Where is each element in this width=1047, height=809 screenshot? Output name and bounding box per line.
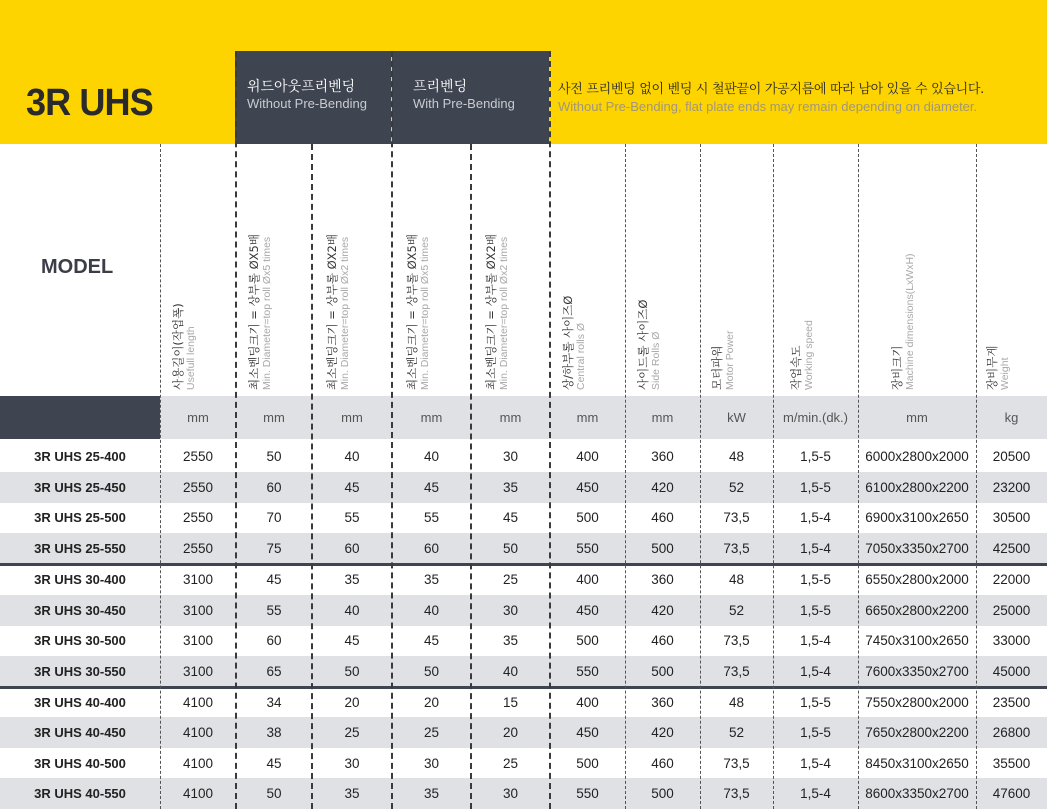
table-cell: 7050x3350x2700 (865, 540, 969, 556)
model-name-cell: 3R UHS 25-550 (34, 540, 126, 556)
table-row (0, 717, 1047, 748)
table-cell: 2550 (182, 479, 214, 495)
table-cell: 6100x2800x2200 (865, 479, 969, 495)
column-header-en: Usefull length (185, 326, 197, 390)
column-divider (976, 144, 977, 809)
model-name-cell: 3R UHS 30-500 (34, 632, 126, 648)
table-cell: 52 (728, 724, 745, 740)
column-divider (470, 144, 472, 809)
table-cell: 500 (651, 663, 674, 679)
group-separator (0, 686, 1047, 689)
unit-cell: mm (651, 410, 674, 425)
table-cell: 45 (423, 479, 440, 495)
table-cell: 48 (728, 694, 745, 710)
table-cell: 460 (651, 509, 674, 525)
table-cell: 73,5 (723, 663, 750, 679)
model-name-cell: 3R UHS 40-550 (34, 785, 126, 801)
column-header-ko: 최소벤딩크기 = 상부롤 ØX2배 (325, 234, 339, 390)
table-cell: 2550 (182, 509, 214, 525)
note-ko: 사전 프리벤딩 없이 벤딩 시 철판끝이 가공지름에 따라 남아 있을 수 있습니다. (558, 82, 984, 97)
page-title: 3R UHS (26, 82, 153, 124)
table-cell: 35 (344, 571, 360, 587)
table-cell: 1,5-5 (800, 571, 831, 587)
table-cell: 34 (266, 694, 282, 710)
model-name-cell: 3R UHS 30-450 (34, 602, 126, 618)
table-cell: 30 (502, 448, 519, 464)
column-divider (625, 144, 626, 809)
table-cell: 73,5 (723, 509, 750, 525)
column-header-en: Side Rolls Ø (649, 331, 662, 390)
table-cell: 60 (266, 479, 282, 495)
table-cell: 550 (576, 663, 599, 679)
table-cell: 25 (344, 724, 360, 740)
unit-cell: mm (420, 410, 443, 425)
column-divider (858, 144, 859, 809)
column-header-en: Min. Diameter=top roll Øx2 times (497, 236, 510, 390)
column-header-ko: 장비크기 (890, 345, 904, 390)
table-cell: 25 (423, 724, 440, 740)
table-cell: 35 (423, 571, 440, 587)
table-cell: 45 (502, 509, 519, 525)
table-row (0, 502, 1047, 533)
table-cell: 48 (728, 448, 745, 464)
table-cell: 420 (651, 479, 674, 495)
table-cell: 45 (266, 755, 282, 771)
column-header-en: Machine dimensions(LxWxH) (904, 253, 916, 390)
table-cell: 550 (576, 540, 599, 556)
column-header-ko: 최소벤딩크기 = 상부롤 ØX5배 (404, 234, 419, 390)
unit-cell: mm (576, 410, 599, 425)
unit-cell: mm (906, 410, 928, 425)
model-header: MODEL (41, 256, 114, 278)
table-cell: 1,5-5 (800, 724, 831, 740)
table-cell: 15 (502, 694, 519, 710)
table-cell: 25 (502, 571, 519, 587)
table-cell: 73,5 (723, 785, 750, 801)
table-cell: 7600x3350x2700 (865, 663, 969, 679)
table-cell: 45 (344, 479, 360, 495)
table-cell: 3100 (182, 571, 214, 587)
column-header-ko: 장비무게 (984, 345, 999, 390)
table-cell: 73,5 (723, 632, 750, 648)
table-cell: 22000 (992, 571, 1031, 587)
group-without-prebending (235, 51, 391, 144)
table-cell: 7450x3100x2650 (865, 632, 969, 648)
group-label-ko: 프리벤딩 (413, 79, 468, 95)
table-cell: 25 (502, 755, 519, 771)
column-header (700, 150, 773, 390)
table-cell: 73,5 (723, 755, 750, 771)
column-header-ko: 사이드롤 사이즈Ø (635, 299, 650, 390)
table-cell: 4100 (182, 755, 214, 771)
model-name-cell: 3R UHS 40-450 (34, 724, 126, 740)
table-cell: 6650x2800x2200 (865, 602, 969, 618)
table-cell: 35 (423, 785, 440, 801)
table-cell: 33000 (992, 632, 1031, 648)
table-cell: 6000x2800x2000 (865, 448, 969, 464)
table-cell: 50 (266, 448, 282, 464)
table-cell: 23200 (992, 479, 1031, 495)
table-cell: 4100 (182, 724, 214, 740)
table-row (0, 778, 1047, 809)
table-cell: 4100 (182, 785, 214, 801)
unit-cell: mm (499, 410, 522, 425)
table-cell: 40 (423, 602, 440, 618)
table-cell: 50 (502, 540, 519, 556)
group-separator (0, 563, 1047, 566)
group-label-ko: 위드아웃프리벤딩 (247, 79, 356, 95)
table-cell: 1,5-5 (800, 602, 831, 618)
table-cell: 1,5-4 (800, 509, 831, 525)
table-cell: 20 (502, 724, 519, 740)
table-cell: 30 (423, 755, 440, 771)
table-row (0, 564, 1047, 595)
table-cell: 1,5-5 (800, 448, 831, 464)
column-header (625, 150, 700, 390)
table-cell: 38 (266, 724, 282, 740)
table-cell: 45 (344, 632, 360, 648)
column-header (160, 150, 236, 390)
column-header-en: Min. Diameter=top roll Øx5 times (261, 236, 273, 390)
table-cell: 45 (423, 632, 440, 648)
column-divider (700, 144, 701, 809)
column-divider (773, 144, 774, 809)
table-cell: 30 (502, 785, 519, 801)
table-cell: 1,5-4 (800, 755, 831, 771)
table-cell: 40 (502, 663, 519, 679)
table-cell: 460 (651, 632, 674, 648)
table-cell: 45 (266, 571, 282, 587)
table-cell: 1,5-4 (800, 540, 831, 556)
table-cell: 4100 (182, 694, 214, 710)
column-header (976, 150, 1047, 390)
table-cell: 2550 (182, 448, 214, 464)
table-cell: 500 (651, 540, 674, 556)
column-header-ko: 작업속도 (788, 345, 803, 390)
table-cell: 30 (344, 755, 360, 771)
table-cell: 7550x2800x2000 (865, 694, 969, 710)
column-header-ko: 사용길이(작업폭) (171, 303, 185, 390)
table-cell: 3100 (182, 632, 214, 648)
column-header-en: Min. Diameter=top roll Øx2 times (339, 236, 351, 390)
column-header-en: Weight (998, 357, 1011, 390)
model-name-cell: 3R UHS 30-550 (34, 663, 126, 679)
table-cell: 60 (344, 540, 360, 556)
table-cell: 8600x3350x2700 (865, 785, 969, 801)
column-divider (549, 51, 551, 809)
table-cell: 400 (576, 694, 599, 710)
table-cell: 50 (423, 663, 440, 679)
column-header (312, 150, 392, 390)
table-row (0, 472, 1047, 503)
model-name-cell: 3R UHS 30-400 (34, 571, 126, 587)
column-header (773, 150, 858, 390)
table-cell: 3100 (182, 602, 214, 618)
unit-row-model-cell (0, 396, 160, 439)
column-header-en: Central rolls Ø (574, 322, 587, 390)
table-cell: 460 (651, 755, 674, 771)
unit-cell: m/min.(dk.) (783, 410, 848, 425)
table-cell: 75 (266, 540, 282, 556)
model-name-cell: 3R UHS 25-500 (34, 509, 126, 525)
column-header (392, 150, 471, 390)
column-header (858, 150, 976, 390)
table-cell: 55 (344, 509, 360, 525)
table-cell: 1,5-4 (800, 663, 831, 679)
table-cell: 500 (576, 755, 599, 771)
table-cell: 52 (728, 479, 745, 495)
column-divider (235, 51, 237, 809)
table-row (0, 625, 1047, 656)
table-cell: 45000 (992, 663, 1031, 679)
unit-cell: kg (1004, 410, 1019, 425)
table-cell: 30 (502, 602, 519, 618)
column-divider (311, 144, 313, 809)
unit-cell: mm (187, 410, 209, 425)
column-header-ko: 상/하부롤 사이즈Ø (560, 295, 575, 390)
table-row (0, 595, 1047, 626)
table-cell: 420 (651, 724, 674, 740)
table-cell: 35 (344, 785, 360, 801)
table-cell: 450 (576, 724, 599, 740)
table-cell: 35 (502, 479, 519, 495)
table-row (0, 533, 1047, 564)
table-cell: 40 (423, 448, 440, 464)
table-cell: 360 (651, 448, 674, 464)
table-cell: 55 (266, 602, 282, 618)
table-row (0, 656, 1047, 687)
model-name-cell: 3R UHS 40-400 (34, 694, 126, 710)
table-cell: 60 (423, 540, 440, 556)
table-cell: 50 (344, 663, 360, 679)
table-cell: 6900x3100x2650 (865, 509, 969, 525)
column-header-ko: 모터파워 (709, 345, 724, 390)
table-cell: 6550x2800x2000 (865, 571, 969, 587)
table-cell: 1,5-5 (800, 694, 831, 710)
note-en: Without Pre-Bending, flat plate ends may remain depending on diameter. (558, 99, 978, 114)
column-header-ko: 최소벤딩크기 = 상부롤 ØX5배 (247, 234, 261, 390)
table-cell: 47600 (992, 785, 1031, 801)
table-cell: 65 (266, 663, 282, 679)
table-cell: 2550 (182, 540, 214, 556)
model-name-cell: 3R UHS 25-450 (34, 479, 126, 495)
table-cell: 60 (266, 632, 282, 648)
table-cell: 35 (502, 632, 519, 648)
table-cell: 20 (344, 694, 360, 710)
table-cell: 550 (576, 785, 599, 801)
table-cell: 360 (651, 571, 674, 587)
table-cell: 500 (576, 632, 599, 648)
table-row (0, 687, 1047, 718)
unit-cell: mm (263, 410, 285, 425)
table-cell: 450 (576, 602, 599, 618)
column-header-en: Working speed (802, 320, 815, 390)
table-cell: 500 (651, 785, 674, 801)
table-cell: 42500 (992, 540, 1031, 556)
table-cell: 55 (423, 509, 440, 525)
table-cell: 400 (576, 448, 599, 464)
column-header-en: Motor Power (723, 330, 736, 390)
table-cell: 70 (266, 509, 282, 525)
table-cell: 30500 (992, 509, 1031, 525)
table-cell: 450 (576, 479, 599, 495)
column-divider (391, 51, 393, 809)
column-header-ko: 최소벤딩크기 = 상부롤 ØX2배 (483, 234, 498, 390)
table-cell: 8450x3100x2650 (865, 755, 969, 771)
table-cell: 1,5-4 (800, 632, 831, 648)
table-cell: 20 (423, 694, 440, 710)
table-cell: 360 (651, 694, 674, 710)
table-cell: 35500 (992, 755, 1031, 771)
table-cell: 500 (576, 509, 599, 525)
unit-cell: kW (727, 410, 746, 425)
table-cell: 420 (651, 602, 674, 618)
table-cell: 3100 (182, 663, 214, 679)
table-cell: 40 (344, 448, 360, 464)
group-label-en: With Pre-Bending (413, 96, 515, 111)
table-cell: 20500 (992, 448, 1031, 464)
unit-cell: mm (341, 410, 363, 425)
table-row (0, 748, 1047, 779)
group-with-prebending (392, 51, 549, 144)
table-cell: 52 (728, 602, 745, 618)
table-cell: 25000 (992, 602, 1031, 618)
column-header-en: Min. Diameter=top roll Øx5 times (418, 236, 431, 390)
table-cell: 48 (728, 571, 745, 587)
table-cell: 7650x2800x2200 (865, 724, 969, 740)
table-cell: 73,5 (723, 540, 750, 556)
table-row (0, 441, 1047, 472)
column-divider (160, 144, 161, 809)
table-cell: 26800 (992, 724, 1031, 740)
table-cell: 40 (344, 602, 360, 618)
table-cell: 50 (266, 785, 282, 801)
model-name-cell: 3R UHS 40-500 (34, 755, 126, 771)
table-cell: 1,5-5 (800, 479, 831, 495)
column-header (471, 150, 550, 390)
column-header (550, 150, 625, 390)
group-label-en: Without Pre-Bending (247, 96, 367, 111)
column-header (236, 150, 312, 390)
table-cell: 23500 (992, 694, 1031, 710)
table-cell: 1,5-4 (800, 785, 831, 801)
table-cell: 400 (576, 571, 599, 587)
model-name-cell: 3R UHS 25-400 (34, 448, 126, 464)
